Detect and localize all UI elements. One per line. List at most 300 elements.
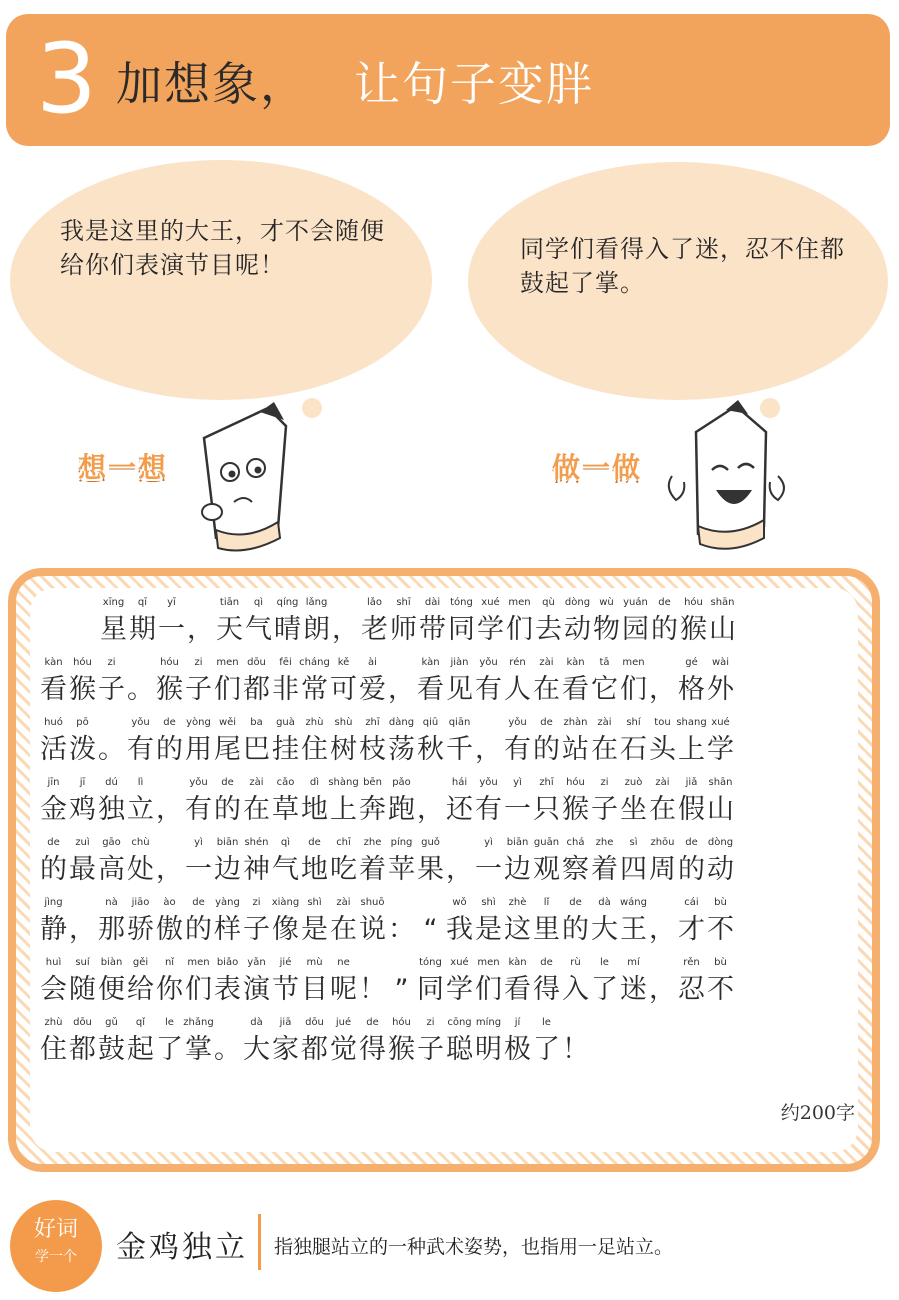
hanzi: 人 [504, 674, 531, 705]
hanzi: 觉 [330, 1034, 357, 1065]
passage-character [359, 656, 386, 716]
hanzi: 爱 [359, 674, 386, 705]
hanzi: 同 [448, 614, 475, 645]
hanzi: 像 [272, 914, 299, 945]
hanzi: 星 [100, 614, 127, 645]
pinyin: dòng [707, 837, 734, 848]
hanzi: ， [156, 854, 183, 885]
hanzi: 们 [506, 614, 533, 645]
pinyin: ài [368, 657, 377, 668]
pinyin: jié [279, 957, 292, 968]
hanzi: 它 [591, 674, 618, 705]
passage-character [359, 896, 386, 956]
pinyin: le [165, 1017, 174, 1028]
pinyin: yàng [215, 897, 240, 908]
pinyin: men [477, 957, 500, 968]
hanzi: 在 [533, 674, 560, 705]
hanzi: 动 [707, 854, 734, 885]
pinyin: shī [396, 597, 411, 608]
hanzi: 子 [591, 794, 618, 825]
hanzi: 了 [156, 1034, 183, 1065]
passage-character [127, 836, 154, 896]
pinyin: zhī [539, 777, 554, 788]
pinyin: wǒ [452, 897, 467, 908]
hanzi: 的 [185, 914, 212, 945]
pinyin: shén [244, 837, 269, 848]
passage-character [158, 596, 185, 656]
pinyin: lǐ [543, 897, 550, 908]
hanzi: 一 [185, 854, 212, 885]
pinyin: cōng [447, 1017, 472, 1028]
pinyin: ne [337, 957, 350, 968]
pinyin: jiāo [131, 897, 150, 908]
pinyin: dài [424, 597, 441, 608]
pinyin: biàn [100, 957, 123, 968]
pinyin-passage [40, 596, 870, 1076]
pinyin: xué [481, 597, 500, 608]
pinyin: de [540, 957, 553, 968]
pinyin: pō [76, 717, 89, 728]
passage-character [388, 776, 415, 836]
hanzi: 的 [214, 794, 241, 825]
word-count: 约200字 [780, 1102, 855, 1124]
pinyin: shì [481, 897, 496, 908]
hanzi: 处 [127, 854, 154, 885]
hanzi: 都 [69, 1034, 96, 1065]
hanzi: 立 [127, 794, 154, 825]
passage-character [707, 836, 734, 896]
pinyin: hóu [73, 657, 92, 668]
hanzi: 金 [40, 794, 67, 825]
passage-character [69, 716, 96, 776]
pinyin: zài [597, 717, 612, 728]
pinyin: yì [194, 837, 203, 848]
pinyin: zi [194, 657, 203, 668]
hanzi: 表 [214, 974, 241, 1005]
pinyin: men [508, 597, 531, 608]
hanzi: 奔 [359, 794, 386, 825]
pinyin: biān [506, 837, 529, 848]
pinyin: zi [252, 897, 261, 908]
hanzi: 站 [562, 734, 589, 765]
pinyin: qì [253, 597, 264, 608]
hanzi: 有 [475, 794, 502, 825]
hanzi: 大 [591, 914, 618, 945]
vocab-divider [258, 1214, 261, 1270]
hanzi: ！ [359, 974, 386, 1005]
hanzi: 观 [533, 854, 560, 885]
pinyin: wù [599, 597, 614, 608]
pinyin: zhe [363, 837, 382, 848]
pinyin: xīng [102, 597, 125, 608]
hanzi: 园 [622, 614, 649, 645]
hanzi: 极 [504, 1034, 531, 1065]
hanzi: ， [187, 614, 214, 645]
hanzi: 样 [214, 914, 241, 945]
pinyin: kàn [44, 657, 63, 668]
pinyin: chù [131, 837, 150, 848]
pinyin: zài [336, 897, 351, 908]
hanzi: ， [649, 974, 676, 1005]
pinyin: ào [163, 897, 176, 908]
pinyin: xué [450, 957, 469, 968]
hanzi: 天 [216, 614, 243, 645]
pinyin: qiān [448, 717, 471, 728]
hanzi: 不 [707, 914, 734, 945]
hanzi: 看 [40, 674, 67, 705]
passage-character [388, 896, 415, 956]
pinyin: de [540, 717, 553, 728]
good-word-badge [10, 1200, 102, 1292]
hanzi: 会 [40, 974, 67, 1005]
passage-character [98, 656, 125, 716]
hanzi: 鼓 [98, 1034, 125, 1065]
hanzi: 住 [40, 1034, 67, 1065]
hanzi: 可 [330, 674, 357, 705]
pinyin: shàng [328, 777, 359, 788]
hanzi: 我 [446, 914, 473, 945]
pinyin: de [308, 837, 321, 848]
hanzi: 看 [562, 674, 589, 705]
pinyin: men [622, 657, 645, 668]
pinyin: gěi [132, 957, 149, 968]
hanzi: 在 [243, 794, 270, 825]
passage-line [40, 776, 870, 836]
hanzi: ， [332, 614, 359, 645]
hanzi: ， [69, 914, 96, 945]
hanzi: 静 [40, 914, 67, 945]
hanzi: 在 [649, 794, 676, 825]
pinyin: tóng [419, 957, 442, 968]
title-part-2: 让句子变胖 [354, 57, 594, 111]
hanzi: 山 [707, 794, 734, 825]
pinyin: mù [306, 957, 323, 968]
pinyin: de [221, 777, 234, 788]
hanzi: 是 [475, 914, 502, 945]
hanzi: 看 [504, 974, 531, 1005]
pinyin: kàn [421, 657, 440, 668]
pinyin: lǎng [305, 597, 328, 608]
pinyin: dà [250, 1017, 263, 1028]
hanzi: 一 [475, 854, 502, 885]
hanzi: 上 [678, 734, 705, 765]
pinyin: de [47, 837, 60, 848]
hanzi: 这 [504, 914, 531, 945]
hanzi: 节 [272, 974, 299, 1005]
pinyin: biān [216, 837, 239, 848]
hanzi: 外 [707, 674, 734, 705]
pinyin: gé [685, 657, 698, 668]
pinyin: jīn [47, 777, 60, 788]
hanzi: 掌 [185, 1034, 212, 1065]
pinyin: rěn [683, 957, 700, 968]
pinyin: shang [676, 717, 707, 728]
pinyin: mí [627, 957, 640, 968]
hanzi: 。 [127, 674, 154, 705]
hanzi: 非 [272, 674, 299, 705]
title-part-1: 加想象， [116, 57, 308, 111]
bubble-tail-dot [302, 398, 322, 418]
hanzi: 。 [214, 1034, 241, 1065]
pinyin: kàn [566, 657, 585, 668]
hanzi: 给 [127, 974, 154, 1005]
passage-character [446, 716, 473, 776]
pinyin: hóu [566, 777, 585, 788]
hanzi: 有 [475, 674, 502, 705]
passage-line [40, 956, 870, 1016]
pinyin: yǒu [131, 717, 150, 728]
hanzi: 忍 [678, 974, 705, 1005]
hanzi: 独 [98, 794, 125, 825]
hanzi: ， [649, 674, 676, 705]
pinyin: qì [280, 837, 291, 848]
hanzi: 枝 [359, 734, 386, 765]
hanzi: 活 [40, 734, 67, 765]
pinyin: sì [629, 837, 638, 848]
hanzi: ， [446, 854, 473, 885]
hanzi: 期 [129, 614, 156, 645]
pinyin: zài [539, 657, 554, 668]
hanzi: 才 [678, 914, 705, 945]
hanzi: 一 [158, 614, 185, 645]
hanzi: ” [394, 974, 409, 1005]
hanzi: 地 [301, 854, 328, 885]
hanzi: 明 [475, 1034, 502, 1065]
pinyin: de [366, 1017, 379, 1028]
hanzi: 不 [707, 974, 734, 1005]
hanzi: 格 [678, 674, 705, 705]
hanzi: 晴 [274, 614, 301, 645]
pinyin: rù [570, 957, 581, 968]
hanzi: 果 [417, 854, 444, 885]
hanzi: 都 [301, 1034, 328, 1065]
pinyin: de [685, 837, 698, 848]
do-label: 做一做 [552, 451, 643, 484]
speech-bubble-right [468, 162, 888, 400]
hanzi: 只 [533, 794, 560, 825]
hanzi: 见 [446, 674, 473, 705]
pinyin: míng [475, 1017, 502, 1028]
hanzi: 了 [591, 974, 618, 1005]
hanzi: 跑 [388, 794, 415, 825]
hanzi: 猴 [680, 614, 707, 645]
hanzi: 子 [185, 674, 212, 705]
hanzi: 鸡 [69, 794, 96, 825]
pinyin: bēn [363, 777, 382, 788]
pinyin: yuán [623, 597, 648, 608]
passage-character [707, 896, 734, 956]
hanzi: 假 [678, 794, 705, 825]
pinyin: dàng [388, 717, 415, 728]
pinyin: zài [655, 777, 670, 788]
passage-character [533, 1016, 560, 1076]
pinyin: huì [45, 957, 62, 968]
hanzi: 的 [562, 914, 589, 945]
hanzi: 的 [678, 854, 705, 885]
pinyin: guà [276, 717, 295, 728]
hanzi: ： [388, 914, 415, 945]
hanzi: 察 [562, 854, 589, 885]
hanzi: ， [417, 794, 444, 825]
pinyin: yǒu [479, 657, 498, 668]
pinyin: zi [426, 1017, 435, 1028]
hanzi: 边 [214, 854, 241, 885]
passage-character [620, 956, 647, 1016]
hanzi: 树 [330, 734, 357, 765]
passage-character [40, 896, 67, 956]
hanzi: 说 [359, 914, 386, 945]
hanzi: 的 [651, 614, 678, 645]
hanzi: 巴 [243, 734, 270, 765]
passage-line [40, 836, 870, 896]
passage-character [620, 896, 647, 956]
pinyin: tóng [450, 597, 473, 608]
hanzi: 师 [390, 614, 417, 645]
hanzi: 里 [533, 914, 560, 945]
passage-character [185, 1016, 212, 1076]
pinyin: de [163, 717, 176, 728]
hanzi: 同 [417, 974, 444, 1005]
hanzi: 猴 [69, 674, 96, 705]
passage-character [330, 956, 357, 1016]
pinyin: dōu [305, 1017, 324, 1028]
hanzi: 王 [620, 914, 647, 945]
pinyin: píng [390, 837, 413, 848]
hanzi: 边 [504, 854, 531, 885]
pinyin: hái [451, 777, 468, 788]
passage-character [707, 716, 734, 776]
pinyin: zài [249, 777, 264, 788]
hanzi: 呢 [330, 974, 357, 1005]
pinyin: shù [334, 717, 353, 728]
hanzi: 在 [330, 914, 357, 945]
hanzi: 子 [243, 914, 270, 945]
passage-character [359, 956, 386, 1016]
passage-character [417, 836, 444, 896]
hanzi: 的 [40, 854, 67, 885]
hanzi: 神 [243, 854, 270, 885]
hanzi: 们 [214, 674, 241, 705]
pinyin: yǒu [189, 777, 208, 788]
pinyin: pǎo [392, 777, 411, 788]
pinyin: chī [336, 837, 351, 848]
hanzi: 。 [98, 734, 125, 765]
hanzi: 一 [504, 794, 531, 825]
hanzi: 周 [649, 854, 676, 885]
pinyin: hóu [160, 657, 179, 668]
hanzi: 气 [272, 854, 299, 885]
pinyin: zhù [44, 1017, 63, 1028]
pinyin: zhe [595, 837, 614, 848]
badge-title: 好词 [33, 1217, 78, 1242]
pinyin: huó [44, 717, 63, 728]
pinyin: hóu [392, 1017, 411, 1028]
hanzi: 起 [127, 1034, 154, 1065]
title-banner [6, 14, 890, 146]
pinyin: tā [599, 657, 610, 668]
pinyin: zhōu [650, 837, 675, 848]
pinyin: kàn [508, 957, 527, 968]
passage-line [40, 1016, 870, 1076]
pinyin: ba [250, 717, 263, 728]
hanzi: 有 [504, 734, 531, 765]
pinyin: jí [514, 1017, 521, 1028]
pinyin: nǐ [164, 957, 175, 968]
pinyin: zhàn [563, 717, 588, 728]
hanzi: 学 [477, 614, 504, 645]
pinyin: dòng [564, 597, 591, 608]
hanzi: 们 [620, 674, 647, 705]
hanzi: 挂 [272, 734, 299, 765]
hanzi: 学 [707, 734, 734, 765]
speech-bubble-left [10, 160, 432, 400]
hanzi: 着 [359, 854, 386, 885]
hanzi: 猴 [388, 1034, 415, 1065]
passage-character [707, 776, 734, 836]
badge-subtitle: 学一个 [35, 1249, 77, 1265]
hanzi: ！ [562, 1034, 589, 1065]
pinyin: qíng [276, 597, 299, 608]
pinyin: le [542, 1017, 551, 1028]
pinyin: jìng [44, 897, 63, 908]
hanzi: 用 [185, 734, 212, 765]
pinyin: shí [626, 717, 641, 728]
pinyin: qǐ [135, 1017, 146, 1028]
hanzi: 那 [98, 914, 125, 945]
passage-character [620, 656, 647, 716]
hanzi: 演 [243, 974, 270, 1005]
pinyin: shuō [360, 897, 385, 908]
pinyin: jiǎ [685, 777, 698, 788]
hanzi: 千 [446, 734, 473, 765]
hanzi: 你 [156, 974, 183, 1005]
hanzi: 随 [69, 974, 96, 1005]
hanzi: 地 [301, 794, 328, 825]
speech-bubble-left-text: 我是这里的大王，才不会随便给你们表演节目呢！ [60, 217, 385, 279]
hanzi: 有 [185, 794, 212, 825]
pinyin: shān [710, 597, 735, 608]
hanzi: 老 [361, 614, 388, 645]
speech-bubble-right-text: 同学们看得入了迷，忍不住都鼓起了掌。 [520, 235, 845, 297]
hanzi: 聪 [446, 1034, 473, 1065]
hanzi: 傲 [156, 914, 183, 945]
pinyin: biǎo [216, 957, 239, 968]
hanzi: 住 [301, 734, 328, 765]
passage-character [303, 596, 330, 656]
hanzi: 的 [156, 734, 183, 765]
hanzi: 大 [243, 1034, 270, 1065]
pinyin: zuì [75, 837, 90, 848]
pinyin: dōu [247, 657, 266, 668]
pinyin: wáng [620, 897, 647, 908]
hanzi: 都 [243, 674, 270, 705]
pinyin: qiū [422, 717, 439, 728]
hanzi: 着 [591, 854, 618, 885]
pencil-character-thinking-icon [186, 398, 296, 558]
hanzi: 秋 [417, 734, 444, 765]
hanzi: 们 [475, 974, 502, 1005]
hanzi: “ [423, 914, 438, 945]
passage-character [127, 776, 154, 836]
pinyin: shì [307, 897, 322, 908]
hanzi: 看 [417, 674, 444, 705]
pinyin: jiā [279, 1017, 292, 1028]
hanzi: 吃 [330, 854, 357, 885]
hanzi: 还 [446, 794, 473, 825]
passage-character [562, 1016, 589, 1076]
pinyin: men [216, 657, 239, 668]
pinyin: yǒu [479, 777, 498, 788]
